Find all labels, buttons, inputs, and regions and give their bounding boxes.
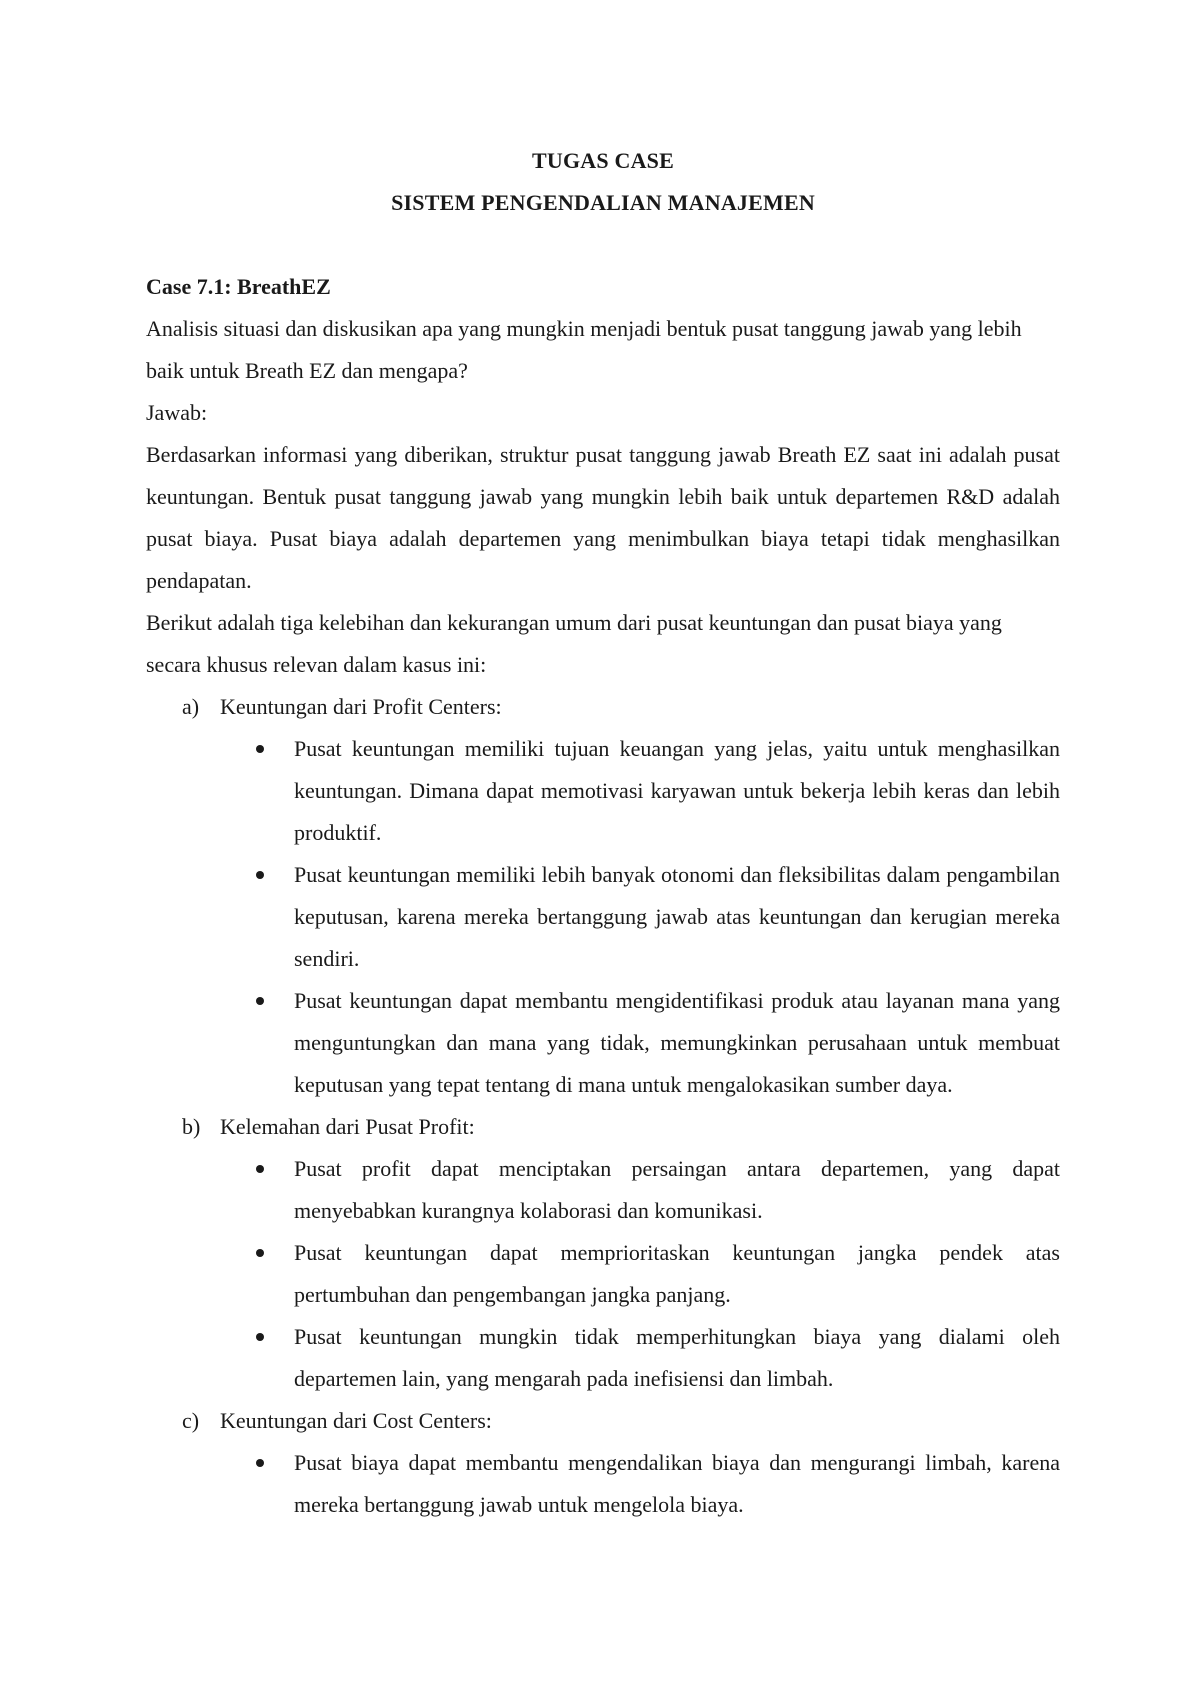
bullet-item <box>220 1316 1060 1400</box>
bullet-list <box>220 1442 1060 1526</box>
blank-line <box>146 224 1060 266</box>
bullet-item <box>220 1148 1060 1232</box>
section-heading: Kelemahan dari Pusat Profit: <box>220 1114 475 1139</box>
intro-paragraph: Berikut adalah tiga kelebihan dan kekurangan umum dari pusat keuntungan dan pusat biaya yang secara khusus relevan dalam kasus ini: <box>146 610 1002 677</box>
bullet-item <box>220 1442 1060 1526</box>
sections-list <box>146 686 1060 1526</box>
document-title-line2: SISTEM PENGENDALIAN MANAJEMEN <box>391 190 815 215</box>
bullet-list <box>220 1148 1060 1400</box>
section-heading: Keuntungan dari Profit Centers: <box>220 694 502 719</box>
bullet-dot-icon <box>256 1249 264 1257</box>
bullet-item <box>220 728 1060 854</box>
bullet-dot-icon <box>256 745 264 753</box>
bullet-text: Pusat keuntungan memiliki lebih banyak otonomi dan fleksibilitas dalam pengambilan keputusan, karena mereka bertanggung jawab atas keuntungan dan kerugian mereka sendiri. <box>294 862 1060 971</box>
bullet-text: Pusat keuntungan dapat membantu mengidentifikasi produk atau layanan mana yang menguntungkan dan mana yang tidak, memungkinkan perusahaan untuk membuat keputusan yang tepat tentang di mana untuk mengalokasikan sumber daya. <box>294 988 1060 1097</box>
question-paragraph: Analisis situasi dan diskusikan apa yang mungkin menjadi bentuk pusat tanggung jawab yang lebih baik untuk Breath EZ dan mengapa? <box>146 316 1022 383</box>
section-item <box>146 686 1060 728</box>
section-item <box>146 1106 1060 1148</box>
bullet-dot-icon <box>256 871 264 879</box>
section-item <box>146 1400 1060 1442</box>
section-heading: Keuntungan dari Cost Centers: <box>220 1408 492 1433</box>
bullet-text: Pusat keuntungan mungkin tidak memperhitungkan biaya yang dialami oleh departemen lain, yang mengarah pada inefisiensi dan limbah. <box>294 1324 1060 1391</box>
bullet-text: Pusat profit dapat menciptakan persaingan antara departemen, yang dapat menyebabkan kurangnya kolaborasi dan komunikasi. <box>294 1156 1060 1223</box>
bullet-text: Pusat keuntungan memiliki tujuan keuangan yang jelas, yaitu untuk menghasilkan keuntungan. Dimana dapat memotivasi karyawan untuk bekerja lebih keras dan lebih produktif. <box>294 736 1060 845</box>
answer-label: Jawab: <box>146 400 208 425</box>
section-bullets-container <box>146 1442 1060 1526</box>
bullet-item <box>220 854 1060 980</box>
bullet-text: Pusat biaya dapat membantu mengendalikan biaya dan mengurangi limbah, karena mereka bertanggung jawab untuk mengelola biaya. <box>294 1450 1060 1517</box>
document-body <box>146 140 1060 1526</box>
bullet-dot-icon <box>256 1165 264 1173</box>
bullet-dot-icon <box>256 997 264 1005</box>
bullet-item <box>220 980 1060 1106</box>
answer-paragraph: Berdasarkan informasi yang diberikan, struktur pusat tanggung jawab Breath EZ saat ini adalah pusat keuntungan. Bentuk pusat tanggung jawab yang mungkin lebih baik untuk departemen R&D adalah pusat biaya. Pusat biaya adalah departemen yang menimbulkan biaya tetapi tidak menghasilkan pendapatan. <box>146 442 1060 593</box>
section-marker: a) <box>182 694 200 719</box>
bullet-item <box>220 1232 1060 1316</box>
bullet-dot-icon <box>256 1333 264 1341</box>
bullet-text: Pusat keuntungan dapat memprioritaskan keuntungan jangka pendek atas pertumbuhan dan pengembangan jangka panjang. <box>294 1240 1060 1307</box>
section-bullets-container <box>146 728 1060 1106</box>
section-bullets-container <box>146 1148 1060 1400</box>
section-marker: c) <box>182 1408 200 1433</box>
document-title-line1: TUGAS CASE <box>532 148 674 173</box>
bullet-list <box>220 728 1060 1106</box>
bullet-dot-icon <box>256 1459 264 1467</box>
section-marker: b) <box>182 1114 201 1139</box>
case-heading: Case 7.1: BreathEZ <box>146 274 331 299</box>
